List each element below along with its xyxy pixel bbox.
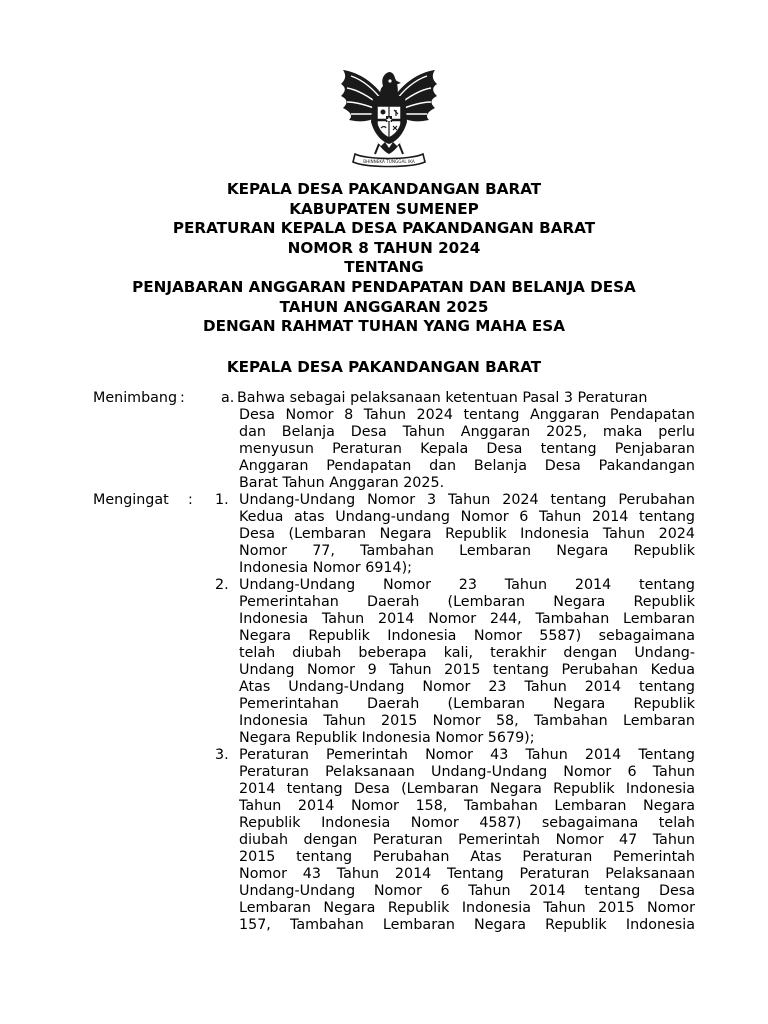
text-line: Lembaran Negara Republik Indonesia Tahun 2015 Nomor (239, 900, 695, 916)
text-line: Nomor 77, Tambahan Lembaran Negara Republik (239, 543, 695, 559)
item-number: 1. (215, 492, 229, 508)
item-number: a. (221, 390, 235, 406)
heading-line: PENJABARAN ANGGARAN PENDAPATAN DAN BELANJA DESA (132, 277, 636, 296)
text-line: Negara Republik Indonesia Nomor 5679); (239, 730, 535, 746)
text-line: Undang-Undang Nomor 23 Tahun 2014 tentang (239, 577, 695, 593)
official-title: KEPALA DESA PAKANDANGAN BARAT (226, 358, 542, 376)
text-line: Barat Tahun Anggaran 2025. (239, 475, 445, 491)
section-colon: : (180, 390, 185, 406)
heading-line: TAHUN ANGGARAN 2025 (279, 297, 489, 316)
heading-line: NOMOR 8 TAHUN 2024 (287, 238, 481, 257)
text-line: menyusun Peraturan Kepala Desa tentang Penjabaran (239, 441, 695, 457)
item-number: 2. (215, 577, 229, 593)
heading-line: KABUPATEN SUMENEP (289, 199, 479, 218)
text-line: Undang-Undang Nomor 3 Tahun 2024 tentang Perubahan (239, 492, 695, 508)
text-line: telah diubah beberapa kali, terakhir dengan Undang- (239, 645, 695, 661)
text-line: Indonesia Tahun 2015 Nomor 58, Tambahan Lembaran (239, 713, 695, 729)
text-line: dan Belanja Desa Tahun Anggaran 2025, maka perlu (239, 424, 695, 440)
section-label: Mengingat (93, 492, 169, 508)
text-line: Tahun 2014 Nomor 158, Tambahan Lembaran Negara (239, 798, 695, 814)
text-line: Republik Indonesia Nomor 4587) sebagaimana telah (239, 815, 695, 831)
section-label: Menimbang (93, 390, 178, 406)
heading-line: TENTANG (344, 258, 424, 277)
text-line: Indonesia Tahun 2014 Nomor 244, Tambahan Lembaran (239, 611, 695, 627)
text-line: Nomor 43 Tahun 2014 Tentang Peraturan Pelaksanaan (239, 866, 695, 882)
text-line: 157, Tambahan Lembaran Negara Republik Indonesia (239, 917, 695, 933)
text-line: Desa (Lembaran Negara Republik Indonesia Tahun 2024 (239, 526, 695, 542)
text-line: Bahwa sebagai pelaksanaan ketentuan Pasal 3 Peraturan (237, 390, 648, 406)
item-number: 3. (215, 747, 229, 763)
text-line: Kedua atas Undang-undang Nomor 6 Tahun 2014 tentang (239, 509, 695, 525)
text-line: Pemerintahan Daerah (Lembaran Negara Republik (239, 696, 695, 712)
list-item (215, 577, 695, 747)
text-line: Anggaran Pendapatan dan Belanja Desa Pakandangan (239, 458, 695, 474)
heading-line: DENGAN RAHMAT TUHAN YANG MAHA ESA (202, 317, 565, 336)
text-line: Peraturan Pemerintah Nomor 43 Tahun 2014 Tentang (239, 747, 695, 763)
section-colon: : (188, 492, 193, 508)
text-line: Indonesia Nomor 6914); (239, 560, 413, 576)
list-item (215, 492, 695, 577)
text-line: 2014 tentang Desa (Lembaran Negara Republik Indonesia (239, 781, 695, 797)
text-line: 2015 tentang Perubahan Atas Peraturan Pemerintah (239, 849, 695, 865)
list-item (215, 747, 695, 934)
heading-line: KEPALA DESA PAKANDANGAN BARAT (226, 180, 542, 198)
text-line: Peraturan Pelaksanaan Undang-Undang Nomor 6 Tahun (239, 764, 695, 780)
garuda-emblem-icon (337, 62, 441, 168)
heading-line: PERATURAN KEPALA DESA PAKANDANGAN BARAT (172, 219, 596, 238)
motto-text: BHINNEKA TUNGGAL IKA (363, 159, 415, 164)
text-line: Negara Republik Indonesia Nomor 5587) sebagaimana (239, 628, 695, 644)
text-line: Undang-Undang Nomor 6 Tahun 2014 tentang Desa (239, 883, 695, 899)
text-line: Pemerintahan Daerah (Lembaran Negara Republik (239, 594, 695, 610)
text-line: Atas Undang-Undang Nomor 23 Tahun 2014 tentang (239, 679, 695, 695)
text-line: diubah dengan Peraturan Pemerintah Nomor 47 Tahun (239, 832, 695, 848)
text-line: Desa Nomor 8 Tahun 2024 tentang Anggaran Pendapatan (239, 407, 695, 423)
list-item (221, 390, 695, 492)
text-line: Undang Nomor 9 Tahun 2015 tentang Perubahan Kedua (239, 662, 695, 678)
document-heading (0, 180, 768, 337)
